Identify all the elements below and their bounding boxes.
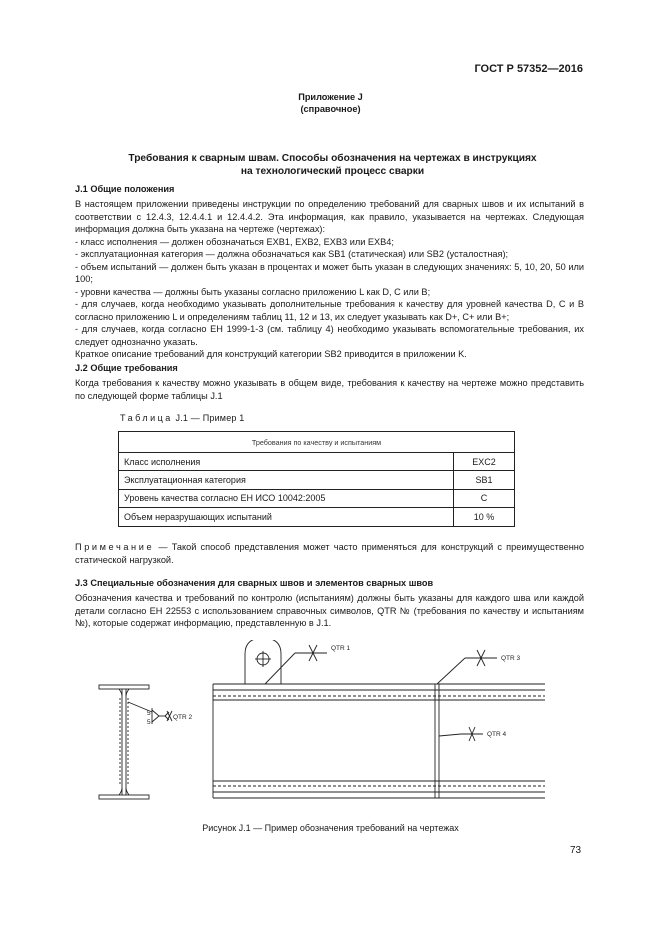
title-line-1: Требования к сварным швам. Способы обозначения на чертежах в инструкциях — [128, 153, 537, 164]
i-beam-section — [99, 685, 149, 799]
table-cell-label: Класс исполнения — [119, 453, 454, 471]
annex-main-title — [75, 152, 590, 178]
weld-symbol-qtr4 — [439, 727, 483, 741]
table-row — [119, 489, 515, 507]
weld-size-label: 5 — [147, 719, 151, 726]
paragraph: Обозначения качества и требований по контролю (испытаниям) должны быть указаны для каждого шва или каждой детали согласно ЕН 22553 с использованием справочных символов, QTR № (требования по качеству и испытаниям №), которые содержат информацию, представленную в J.1. — [75, 593, 584, 628]
note-word: Примечание — [75, 542, 155, 552]
lug-plate — [245, 640, 281, 684]
standard-header: ГОСТ Р 57352—2016 — [474, 63, 583, 75]
figure-caption: Рисунок J.1 — Пример обозначения требований на чертежах — [202, 823, 459, 833]
table-cell-value: 10 % — [454, 508, 515, 526]
table-header-cell: Требования по качеству и испытаниям — [119, 432, 515, 453]
weld-drawing-figure — [95, 640, 565, 810]
note-text: — Такой способ представления может часто применяться для конструкций с преимущественно статической нагрузкой. — [75, 542, 584, 565]
table-row — [119, 471, 515, 489]
table-cell-value: C — [454, 489, 515, 507]
list-item: - класс исполнения — должен обозначаться EXB1, EXB2, EXB3 или EXB4; — [75, 236, 394, 247]
section-j3-body — [75, 592, 584, 630]
weld-symbol-qtr3 — [437, 650, 497, 684]
table-cell-label: Уровень качества согласно ЕН ИСО 10042:2005 — [119, 489, 454, 507]
list-item: - для случаев, когда согласно ЕН 1999-1-3 (см. таблицу 4) необходимо указывать вспомогательные требования, их следует однозначно указать. — [75, 324, 584, 347]
section-heading-j1: J.1 Общие положения — [75, 184, 175, 194]
list-item: - эксплуатационная категория — должна обозначаться как SB1 (статическая) или SB2 (усталостная); — [75, 249, 509, 259]
table-row — [119, 453, 515, 471]
table-caption — [120, 413, 245, 423]
table-caption-rest: J.1 — Пример 1 — [175, 413, 245, 423]
annex-title: Приложение J — [298, 92, 363, 102]
section-j2-body — [75, 377, 584, 402]
table-row — [119, 508, 515, 526]
list-item: - уровни качества — должны быть указаны согласно приложению L как D, C или B; — [75, 286, 431, 297]
paragraph: Когда требования к качеству можно указывать в общем виде, требования к качеству на чертеже можно представить по следующей форме таблицы J.1 — [75, 378, 584, 401]
annex-heading — [0, 91, 661, 115]
paragraph: В настоящем приложении приведены инструкции по определению требований для сварных швов и их испытаний в соответствии с 12.4.3, 12.4.4.1 и 12.4.4.2. Эта информация, как правило, указывается на чертежах. Следующая информация должна быть указана на чертеже (чертежах): — [75, 199, 584, 234]
weld-symbol-qtr1 — [265, 645, 327, 684]
table-caption-word: Таблица — [120, 413, 173, 423]
paragraph: Краткое описание требований для конструкций категории SB2 приводится в приложении K. — [75, 349, 467, 359]
section-heading-j2: J.2 Общие требования — [75, 363, 178, 373]
list-item: - для случаев, когда необходимо указывать дополнительные требования к качеству для уровней качества D, C и B согласно приложению L и определениям таблиц 11, 12 и 13, их следует указывать как D+, C+ или B+; — [75, 299, 584, 322]
beam-elevation — [213, 684, 545, 798]
quality-requirements-table — [118, 431, 515, 527]
qtr3-label: QTR 3 — [501, 655, 521, 662]
table-header-row — [119, 432, 515, 453]
table-cell-label: Объем неразрушающих испытаний — [119, 508, 454, 526]
qtr4-label: QTR 4 — [487, 731, 507, 738]
qtr1-label: QTR 1 — [331, 645, 351, 652]
section-heading-j3: J.3 Специальные обозначения для сварных швов и элементов сварных швов — [75, 578, 434, 588]
page-number: 73 — [570, 845, 582, 856]
qtr2-label: QTR 2 — [173, 714, 193, 721]
annex-subtitle: (справочное) — [300, 104, 361, 114]
table-note — [75, 541, 584, 566]
section-j1-body — [75, 198, 584, 361]
table-cell-value: EXC2 — [454, 453, 515, 471]
table-cell-label: Эксплуатационная категория — [119, 471, 454, 489]
list-item: - объем испытаний — должен быть указан в процентах и может быть указан в следующих значениях: 5, 10, 20, 50 или 100; — [75, 261, 584, 284]
table-cell-value: SB1 — [454, 471, 515, 489]
weld-size-label: 5 — [147, 710, 151, 717]
title-line-2: на технологический процесс сварки — [240, 166, 425, 177]
